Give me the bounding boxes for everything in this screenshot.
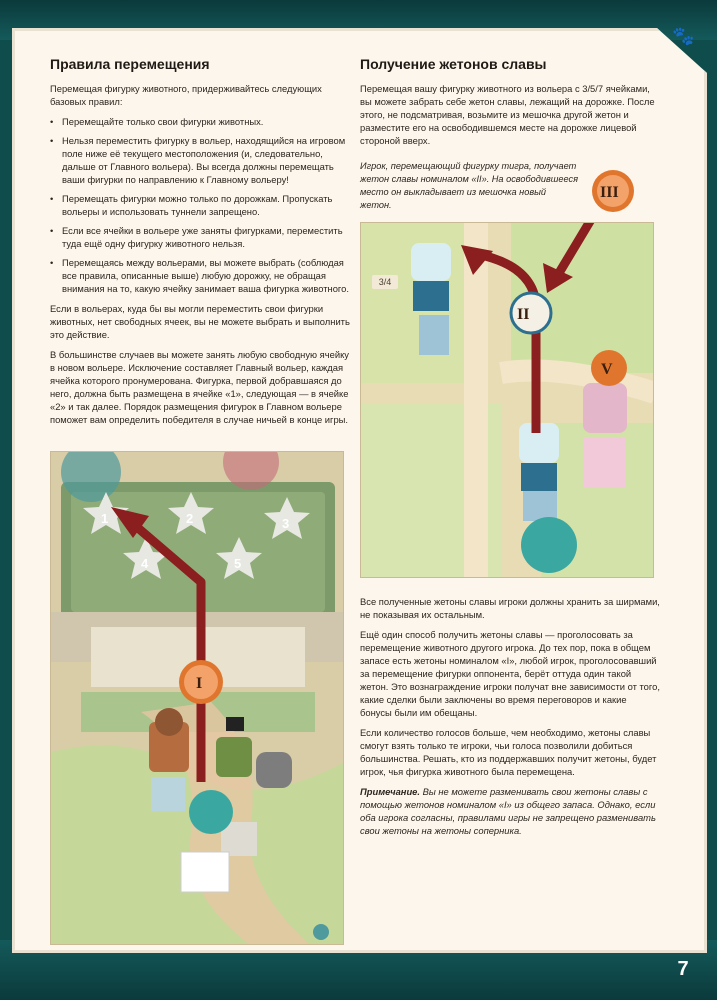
peacock-figure <box>521 517 577 573</box>
pedestal <box>413 281 449 311</box>
voting-paragraph: Ещё один способ получить жетоны славы — проголосовать за перемещение животного другого игрока. До тех пор, пока в общем запасе есть жетоны номиналом «I», любой игрок, проголосовавший за перемещение фигурки оппонента, берёт оттуда один такой жетон. Это вознаграждение игроки получат вне зависимости от того, какие сделки были заключены во время переговоров и какие бонусы были им обещаны. <box>360 629 660 718</box>
fame-token-label: II <box>517 306 530 323</box>
movement-rules-title: Правила перемещения <box>50 56 210 72</box>
rule-item: • Перемещайте только свои фигурки животных. <box>50 115 350 128</box>
fame-token-label: I <box>196 675 203 692</box>
slot-label: 4 <box>141 556 149 571</box>
fame-token-drawing <box>361 223 654 578</box>
illustration-caption: Игрок, перемещающий фигурку тигра, получает жетон славы номиналом «II». На освободившееся место он выкладывает из мешочка новый жетон. <box>360 161 579 210</box>
paw-icon: 🐾 <box>672 26 695 46</box>
fame-token-label: V <box>601 361 613 378</box>
fame-tokens-rules <box>360 595 660 844</box>
rule-item: • Если все ячейки в вольере уже заняты фигурками, переместить туда ещё одну фигурку животного нельзя. <box>50 224 350 250</box>
rule-item: • Нельзя переместить фигурку в вольер, находящийся на игровом поле ниже её текущего местоположения (и, следовательно, дальше от Главного вольера). Вы всегда должны перемещать ваши фигурки по направлению к Главному вольеру! <box>50 134 350 186</box>
movement-rules-section <box>50 56 350 433</box>
fame-tokens-section <box>360 56 660 154</box>
no-free-slots-paragraph: Если в вольерах, куда бы вы могли переместить свои фигурки животных, нет свободных ячеек, вы не можете выбрать и выполнить это действие. <box>50 303 350 340</box>
note-text: Вы не можете разменивать свои жетоны славы с помощью жетонов номиналом «I» из общего запаса. Однако, если оба игрока согласны, правилами игры не запрещено разменивать свои жетоны на жетоны соперника. <box>360 786 656 836</box>
pedestal <box>151 777 185 811</box>
main-enclosure-illustration <box>50 451 344 945</box>
keep-tokens-paragraph: Все полученные жетоны славы игроки должны хранить за ширмами, не показывая их остальным. <box>360 596 660 620</box>
movement-rules-intro: Перемещая фигурку животного, придерживайтесь следующих базовых правил: <box>50 83 322 107</box>
slot-label: 3 <box>282 516 290 531</box>
peacock-figure <box>189 790 233 834</box>
pedestal <box>181 852 229 892</box>
slot-label: 2 <box>186 511 194 526</box>
new-fame-token <box>588 166 638 216</box>
fame-token-label: III <box>600 184 619 201</box>
majority-paragraph: Если количество голосов больше, чем необходимо, жетоны славы смогут взять только те игроки, чьи голоса позволили добиться большинства. Решать, кто из поддержавших получит жетоны, будет игрок, чья фигурка животного была перемещена. <box>360 727 657 777</box>
fame-token-illustration <box>360 222 654 578</box>
rule-item: • Перемещаясь между вольерами, вы можете выбрать (соблюдая все правила, описанные выше) любую дорожку, не обращая внимания на то, какую ячейку занимает ваша фигурка животного. <box>50 256 350 295</box>
slot-label: 5 <box>234 556 242 571</box>
pedestal <box>419 315 449 355</box>
main-enclosure-drawing <box>51 452 344 945</box>
page-number: 7 <box>677 958 689 980</box>
fame-tokens-intro: Перемещая вашу фигурку животного из вольера с 3/5/7 ячейками, вы можете забрать себе жетон славы, лежащий на дорожке. После этого, не подсматривая, возьмите из мешочка другой жетон и разместите его на освободившемся месте на дорожке лицевой стороной вверх. <box>360 83 655 146</box>
note-paragraph <box>360 785 660 837</box>
movement-rules-list <box>50 115 350 295</box>
rhino-figure <box>256 752 292 788</box>
enclosure-capacity-badge: 3/4 <box>372 275 398 289</box>
crocodile-figure <box>216 737 252 777</box>
note-label: Примечание. <box>360 786 420 797</box>
main-enclosure-paragraph: В большинстве случаев вы можете занять любую свободную ячейку в новом вольере. Исключение составляет Главный вольер, каждая ячейка которого пронумерована. Фигурка, первой добравшаяся до него, должна быть размещена в ячейке «1», следующая — в ячейке «2» и так далее. Порядок размещения фигурок в Главном вольере поможет вам определить победителя в случае ничьей в конце игры. <box>50 349 349 425</box>
rule-item: • Перемещать фигурки можно только по дорожкам. Пропускать вольеры и использовать туннели запрещено. <box>50 192 350 218</box>
tiger-figure <box>411 243 451 281</box>
pedestal <box>521 463 557 491</box>
flamingo-figure <box>583 383 627 433</box>
slot-label: 1 <box>101 511 109 526</box>
fame-tokens-title: Получение жетонов славы <box>360 56 547 72</box>
pedestal <box>583 438 625 488</box>
pedestal <box>523 491 557 521</box>
